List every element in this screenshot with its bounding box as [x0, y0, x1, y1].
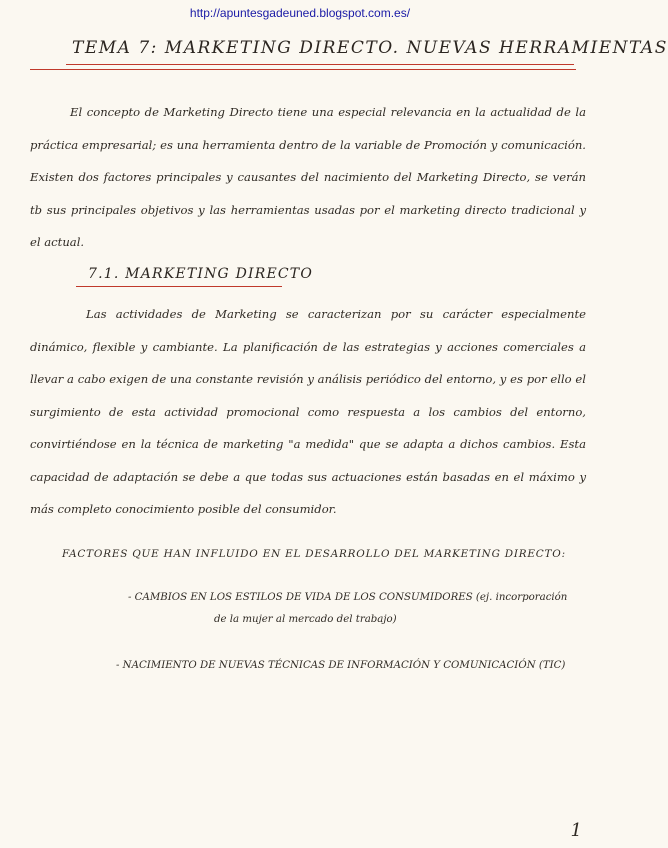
factors-heading: FACTORES QUE HAN INFLUIDO EN EL DESARROLLO DEL MARKETING DIRECTO:: [62, 548, 566, 560]
page-number: 1: [570, 820, 582, 841]
factor-item-tic: - NACIMIENTO DE NUEVAS TÉCNICAS DE INFORMACIÓN Y COMUNICACIÓN (TIC): [116, 660, 566, 671]
blog-url-link[interactable]: http://apuntesgadeuned.blogspot.com.es/: [189, 6, 411, 20]
section-underline: [76, 286, 282, 287]
page-title: TEMA 7: MARKETING DIRECTO. NUEVAS HERRAMIENTAS: [72, 38, 668, 58]
factor-item-lifestyle-continued: de la mujer al mercado del trabajo): [214, 614, 397, 625]
intro-paragraph: El concepto de Marketing Directo tiene una especial relevancia en la actualidad de la práctica empresarial; es una herramienta dentro de la variable de Promoción y comunicación. Existen dos factores principales y causantes del nacimiento del Marketing Directo, se verán tb sus principales objetivos y las herramientas usadas por el marketing directo tradicional y el actual.: [30, 105, 586, 249]
title-underline: [66, 64, 574, 65]
section-paragraph: Las actividades de Marketing se caracterizan por su carácter especialmente dinámico, flexible y cambiante. La planificación de las estrategias y acciones comerciales a llevar a cabo exigen de una constante revisión y análisis periódico del entorno, y es por ello el surgimiento de esta actividad promocional como respuesta a los cambios del entorno, convirtiéndose en la técnica de marketing "a medida" que se adapta a dichos cambios. Esta capacidad de adaptación se debe a que todas sus actuaciones están basadas en el máximo y más completo conocimiento posible del consumidor.: [30, 307, 586, 516]
section-title: 7.1. MARKETING DIRECTO: [88, 266, 314, 282]
factor-item-lifestyle: - CAMBIOS EN LOS ESTILOS DE VIDA DE LOS CONSUMIDORES (ej. incorporación: [128, 592, 568, 603]
title-underline-2: [30, 69, 576, 70]
